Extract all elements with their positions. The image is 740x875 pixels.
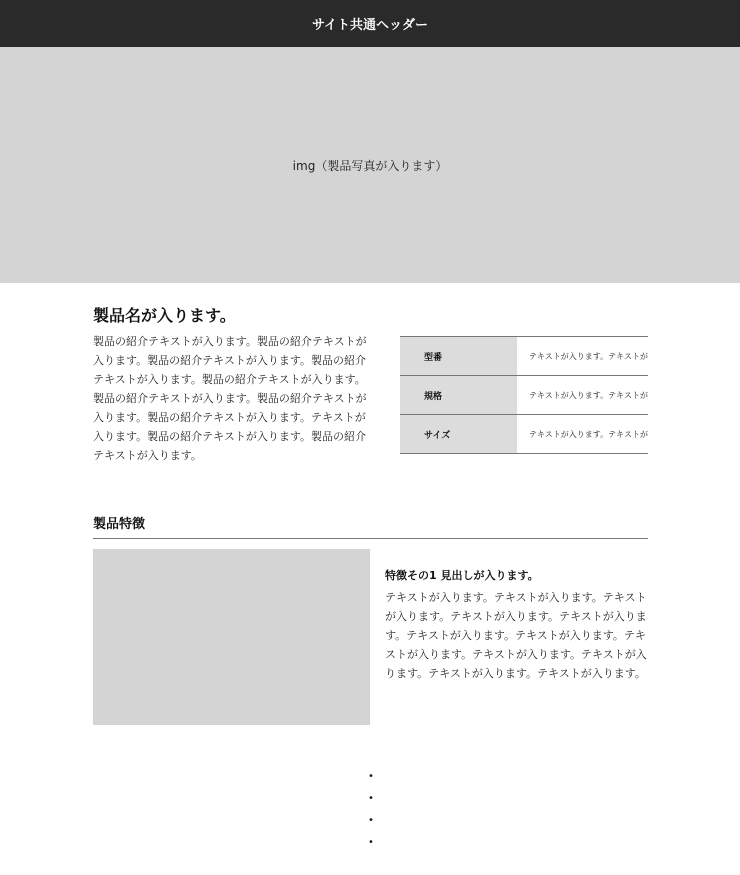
- site-header: [0, 0, 740, 47]
- list-item: [368, 790, 374, 812]
- bullet-dot: •: [368, 793, 374, 804]
- spec-label: 規格: [400, 376, 517, 415]
- spec-row-model: [400, 337, 648, 376]
- spec-row-standard: [400, 376, 648, 415]
- spec-label: 型番: [400, 337, 517, 376]
- site-header-title: サイト共通ヘッダー: [311, 18, 429, 33]
- features-heading: 製品特徴: [93, 513, 648, 539]
- feature-image-placeholder: [93, 549, 370, 725]
- product-title: 製品名が入ります。: [93, 306, 236, 325]
- bullet-list: [368, 768, 374, 856]
- spec-value: テキストが入ります。テキストが: [528, 351, 648, 361]
- spec-label: サイズ: [400, 415, 517, 454]
- feature-text: テキストが入ります。テキストが入ります。テキストが入ります。テキストが入ります。テキストが入ります。テキストが入ります。テキストが入ります。テキストが入ります。テキストが入ります。テキストが入ります。テキストが入ります。テキストが入ります。: [385, 591, 647, 680]
- bullet-dot: •: [368, 837, 374, 848]
- product-intro-text: 製品の紹介テキストが入ります。製品の紹介テキストが入ります。製品の紹介テキストが入ります。製品の紹介テキストが入ります。製品の紹介テキストが入ります。製品の紹介テキストが入ります。製品の紹介テキストが入ります。製品の紹介テキストが入ります。テキストが入ります。製品の紹介テキストが入ります。製品の紹介テキストが入ります。: [93, 335, 367, 462]
- product-photo-placeholder: [0, 47, 740, 283]
- spec-row-size: [400, 415, 648, 454]
- spec-value: テキストが入ります。テキストが: [528, 429, 648, 439]
- bullet-dot: •: [368, 815, 374, 826]
- bullet-dot: •: [368, 771, 374, 782]
- product-photo-label: img（製品写真が入ります）: [292, 158, 448, 173]
- list-item: [368, 834, 374, 856]
- feature-title: 特徴その1 見出しが入ります。: [385, 569, 539, 582]
- spec-value: テキストが入ります。テキストが: [528, 390, 648, 400]
- list-item: [368, 768, 374, 790]
- list-item: [368, 812, 374, 834]
- spec-table: [400, 336, 648, 454]
